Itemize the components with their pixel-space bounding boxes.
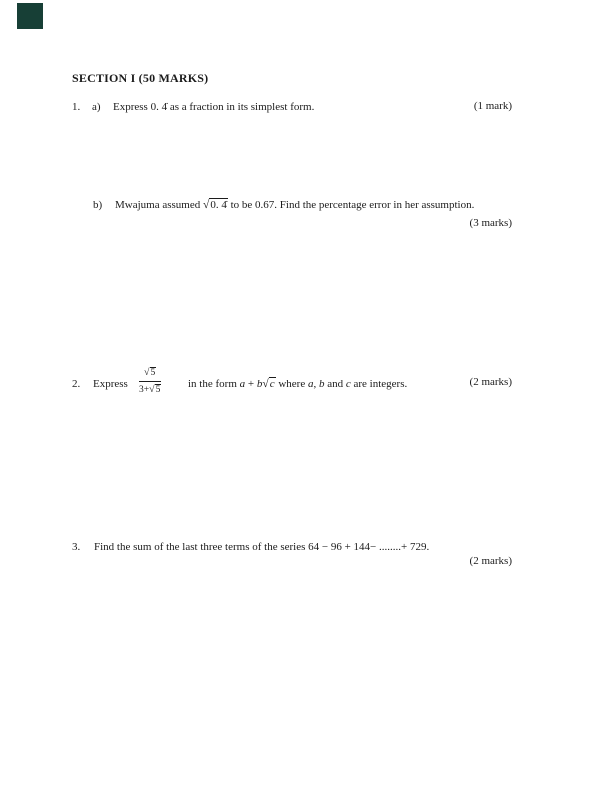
fraction-numerator [139, 366, 161, 382]
q1a-text [113, 100, 314, 114]
radical-sign-icon: √ [149, 384, 155, 395]
q1-number: 1. [72, 101, 81, 113]
q1b-text-after: to be 0.67. Find the percentage error in her assumption. [227, 199, 475, 211]
q3-number: 3. [72, 541, 81, 553]
q2-tail: are integers. [350, 378, 408, 390]
den-prefix: 3+ [139, 385, 150, 395]
var-b2: b [318, 378, 325, 390]
q2-text [188, 377, 407, 391]
q2-mid2: where [275, 378, 308, 390]
square-root-c [262, 378, 275, 390]
q2-mid1: in the form [188, 378, 240, 390]
radicand: 5 [155, 385, 161, 395]
radical-sign-icon: √ [144, 367, 150, 378]
q2-number: 2. [72, 378, 81, 390]
q3-marks: (2 marks) [469, 555, 512, 567]
var-c: c [269, 378, 275, 390]
plus-op: + [245, 378, 257, 390]
radical-sign-icon: √ [262, 378, 269, 390]
recurring-decimal: 0. 4̇ [150, 101, 168, 113]
radical-sign-icon: √ [202, 199, 210, 211]
q1a-text-after: as a fraction in its simplest form. [167, 101, 315, 113]
q2-marks: (2 marks) [469, 376, 512, 388]
q2-fraction [139, 366, 161, 397]
and-word: and [324, 378, 346, 390]
square-root [203, 199, 228, 211]
q3-text: Find the sum of the last three terms of the series 64 − 96 + 144− ........+ 729. [94, 541, 430, 553]
var-a2: a [307, 378, 314, 390]
corner-mark [17, 3, 43, 29]
q1b-label: b) [93, 199, 103, 211]
var-b: b [256, 378, 263, 390]
fraction-denominator [139, 382, 161, 397]
q1b-text [115, 198, 474, 212]
q1b-marks: (3 marks) [469, 217, 512, 229]
q1a-label: a) [92, 101, 101, 113]
section-title: SECTION I (50 MARKS) [72, 71, 209, 85]
radicand: 5 [150, 368, 156, 378]
q2-lead: Express [93, 378, 128, 390]
radicand: 0. 4̇ [210, 199, 227, 211]
comma: , [313, 378, 319, 390]
q1a-text-before: Express [113, 101, 151, 113]
q1b-text-before: Mwajuma assumed [115, 199, 203, 211]
q1a-marks: (1 mark) [473, 100, 512, 112]
var-a: a [239, 378, 246, 390]
var-c2: c [345, 378, 351, 390]
